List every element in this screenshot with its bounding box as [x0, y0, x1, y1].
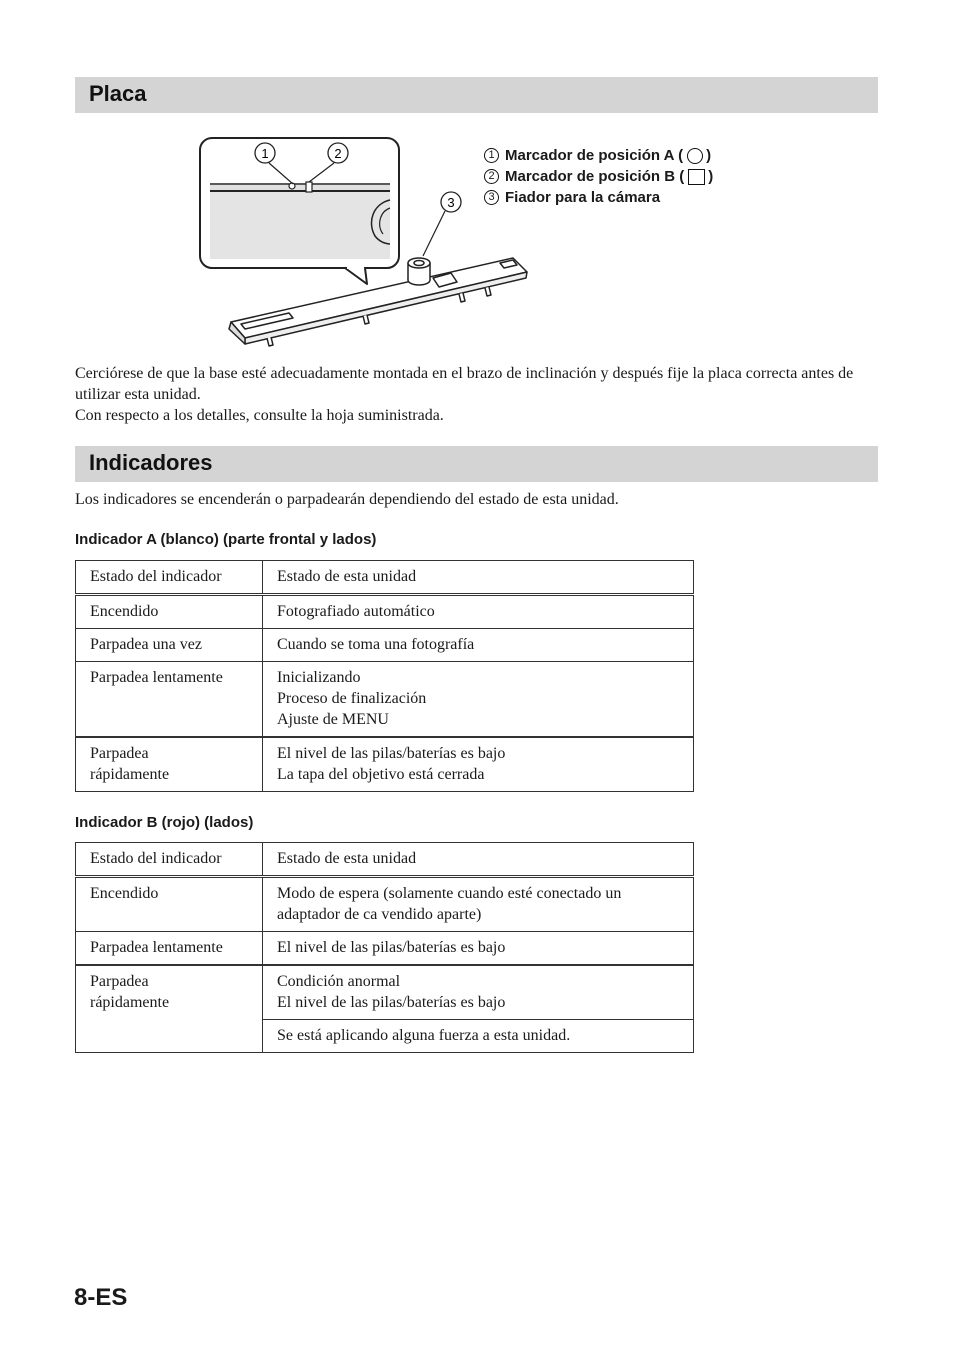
plate-body: [229, 258, 527, 346]
header-unit-state: Estado de esta unidad: [263, 843, 694, 877]
marker-b-shape: [306, 182, 312, 192]
legend-label-marker-b: Marcador de posición B (: [505, 168, 685, 185]
legend-num-1: 1: [484, 148, 499, 163]
legend-close-a: ): [706, 147, 712, 164]
row-state: Encendido: [76, 595, 263, 629]
row-state: [76, 965, 263, 1053]
callout-2-text: 2: [334, 146, 342, 161]
legend-item-marker-a: [484, 145, 713, 166]
indicadores-intro: Los indicadores se encenderán o parpadearán dependiendo del estado de esta unidad.: [75, 491, 619, 508]
legend-label-marker-a: Marcador de posición A (: [505, 147, 684, 164]
table-row: [76, 877, 694, 932]
table-a-caption: Indicador A (blanco) (parte frontal y lados): [75, 531, 377, 548]
desc-line: El nivel de las pilas/baterías es bajo: [277, 994, 506, 1011]
square-marker-icon: [688, 169, 705, 185]
header-indicator-state: Estado del indicador: [76, 561, 263, 595]
table-row: [76, 737, 694, 792]
indicator-b-table: [75, 842, 694, 1053]
section-title-indicadores: Indicadores: [89, 450, 213, 475]
table-row: [76, 629, 694, 662]
desc-line: El nivel de las pilas/baterías es bajo: [277, 745, 506, 762]
desc-line: Proceso de finalización: [277, 690, 427, 707]
desc-line: La tapa del objetivo está cerrada: [277, 766, 485, 783]
circle-marker-icon: [687, 148, 703, 164]
placa-paragraph-2: Con respecto a los detalles, consulte la hoja suministrada.: [75, 407, 444, 424]
callout-1: [255, 143, 275, 163]
callout-2: [328, 143, 348, 163]
detail-inset: [200, 138, 399, 268]
row-state: Encendido: [76, 877, 263, 932]
legend-label-camera-latch: Fiador para la cámara: [505, 189, 661, 206]
state-line: rápidamente: [90, 766, 170, 783]
table-row: [76, 662, 694, 738]
table-header-row: [76, 843, 694, 877]
callout-3: [441, 192, 461, 212]
header-indicator-state: Estado del indicador: [76, 843, 263, 877]
desc-line: Modo de espera (solamente cuando esté conectado un: [277, 885, 622, 902]
section-header-indicadores: [75, 446, 878, 482]
table-row: [76, 595, 694, 629]
row-desc: Se está aplicando alguna fuerza a esta unidad.: [263, 1020, 694, 1053]
state-line: Parpadea: [90, 973, 149, 990]
table-row: [76, 965, 694, 1020]
header-unit-state: Estado de esta unidad: [263, 561, 694, 595]
desc-line: adaptador de ca vendido aparte): [277, 906, 482, 923]
row-state: Parpadea lentamente: [76, 662, 263, 738]
callout-3-text: 3: [447, 195, 455, 210]
row-state: Parpadea lentamente: [76, 932, 263, 966]
desc-line: Ajuste de MENU: [277, 711, 389, 728]
row-desc: Cuando se toma una fotografía: [263, 629, 694, 662]
row-desc: [263, 662, 694, 738]
legend-num-2: 2: [484, 169, 499, 184]
legend-close-b: ): [708, 168, 714, 185]
desc-line: Condición anormal: [277, 973, 401, 990]
diagram-legend: [484, 145, 713, 208]
legend-item-camera-latch: [484, 187, 713, 208]
row-state: Parpadea una vez: [76, 629, 263, 662]
callout-1-text: 1: [261, 146, 269, 161]
row-desc: [263, 965, 694, 1020]
page-number: 8-ES: [74, 1284, 128, 1311]
indicator-a-table: [75, 560, 694, 792]
row-desc: [263, 877, 694, 932]
section-header-placa: [75, 77, 878, 113]
placa-paragraph-1: Cerciórese de que la base esté adecuadamente montada en el brazo de inclinación y después fije la placa correcta antes de utilizar esta unidad.: [75, 365, 854, 403]
state-line: rápidamente: [90, 994, 170, 1011]
legend-num-3: 3: [484, 190, 499, 205]
desc-line: Inicializando: [277, 669, 361, 686]
state-line: Parpadea: [90, 745, 149, 762]
table-header-row: [76, 561, 694, 595]
row-desc: El nivel de las pilas/baterías es bajo: [263, 932, 694, 966]
table-b-caption: Indicador B (rojo) (lados): [75, 814, 254, 831]
section-title-placa: Placa: [89, 81, 147, 106]
legend-item-marker-b: [484, 166, 713, 187]
table-row: [76, 932, 694, 966]
row-desc: Fotografiado automático: [263, 595, 694, 629]
row-state: [76, 737, 263, 792]
row-desc: [263, 737, 694, 792]
